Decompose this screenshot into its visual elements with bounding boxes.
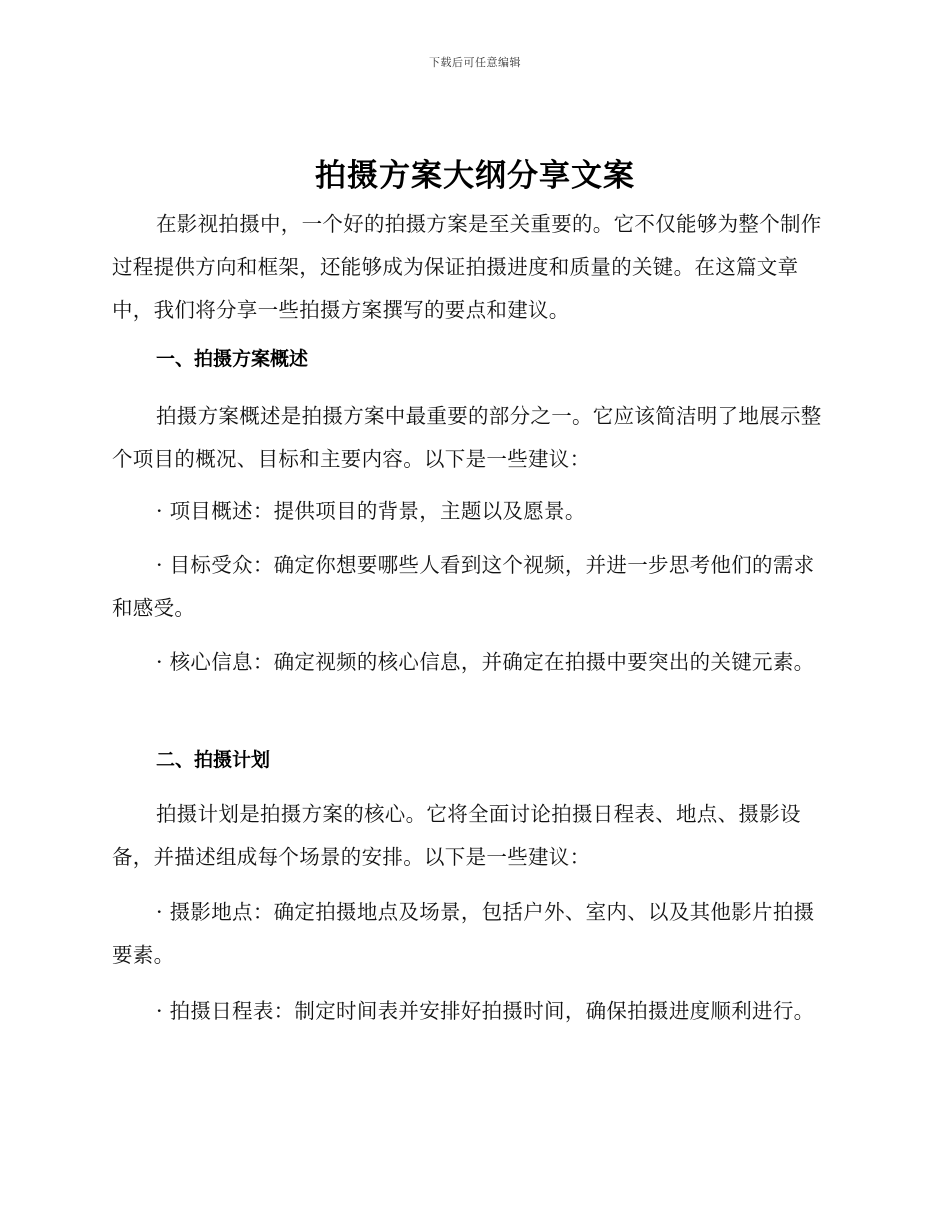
header-note: 下载后可任意编辑	[429, 56, 521, 69]
section-1-bullet-2: · 目标受众：确定你想要哪些人看到这个视频，并进一步思考他们的需求和感受。	[112, 553, 815, 620]
section-1-heading: 一、拍摄方案概述	[156, 348, 309, 370]
section-1-paragraph: 拍摄方案概述是拍摄方案中最重要的部分之一。它应该简洁明了地展示整个项目的概况、目标和主要内容。以下是一些建议：	[112, 404, 822, 471]
section-2-heading: 二、拍摄计划	[156, 749, 271, 771]
document-title: 拍摄方案大纲分享文案	[315, 158, 635, 194]
section-1-bullet-3: · 核心信息：确定视频的核心信息，并确定在拍摄中要突出的关键元素。	[156, 650, 815, 674]
section-2-bullet-1: · 摄影地点：确定拍摄地点及场景，包括户外、室内、以及其他影片拍摄要素。	[112, 900, 815, 967]
section-1-bullet-1: · 项目概述：提供项目的背景，主题以及愿景。	[156, 499, 586, 523]
section-2-paragraph: 拍摄计划是拍摄方案的核心。它将全面讨论拍摄日程表、地点、摄影设备，并描述组成每个场景的安排。以下是一些建议：	[112, 802, 801, 869]
intro-paragraph: 在影视拍摄中，一个好的拍摄方案是至关重要的。它不仅能够为整个制作过程提供方向和框架，还能够成为保证拍摄进度和质量的关键。在这篇文章中，我们将分享一些拍摄方案撰写的要点和建议。	[112, 212, 822, 322]
section-2-bullet-2: · 拍摄日程表：制定时间表并安排好拍摄时间，确保拍摄进度顺利进行。	[156, 999, 815, 1023]
